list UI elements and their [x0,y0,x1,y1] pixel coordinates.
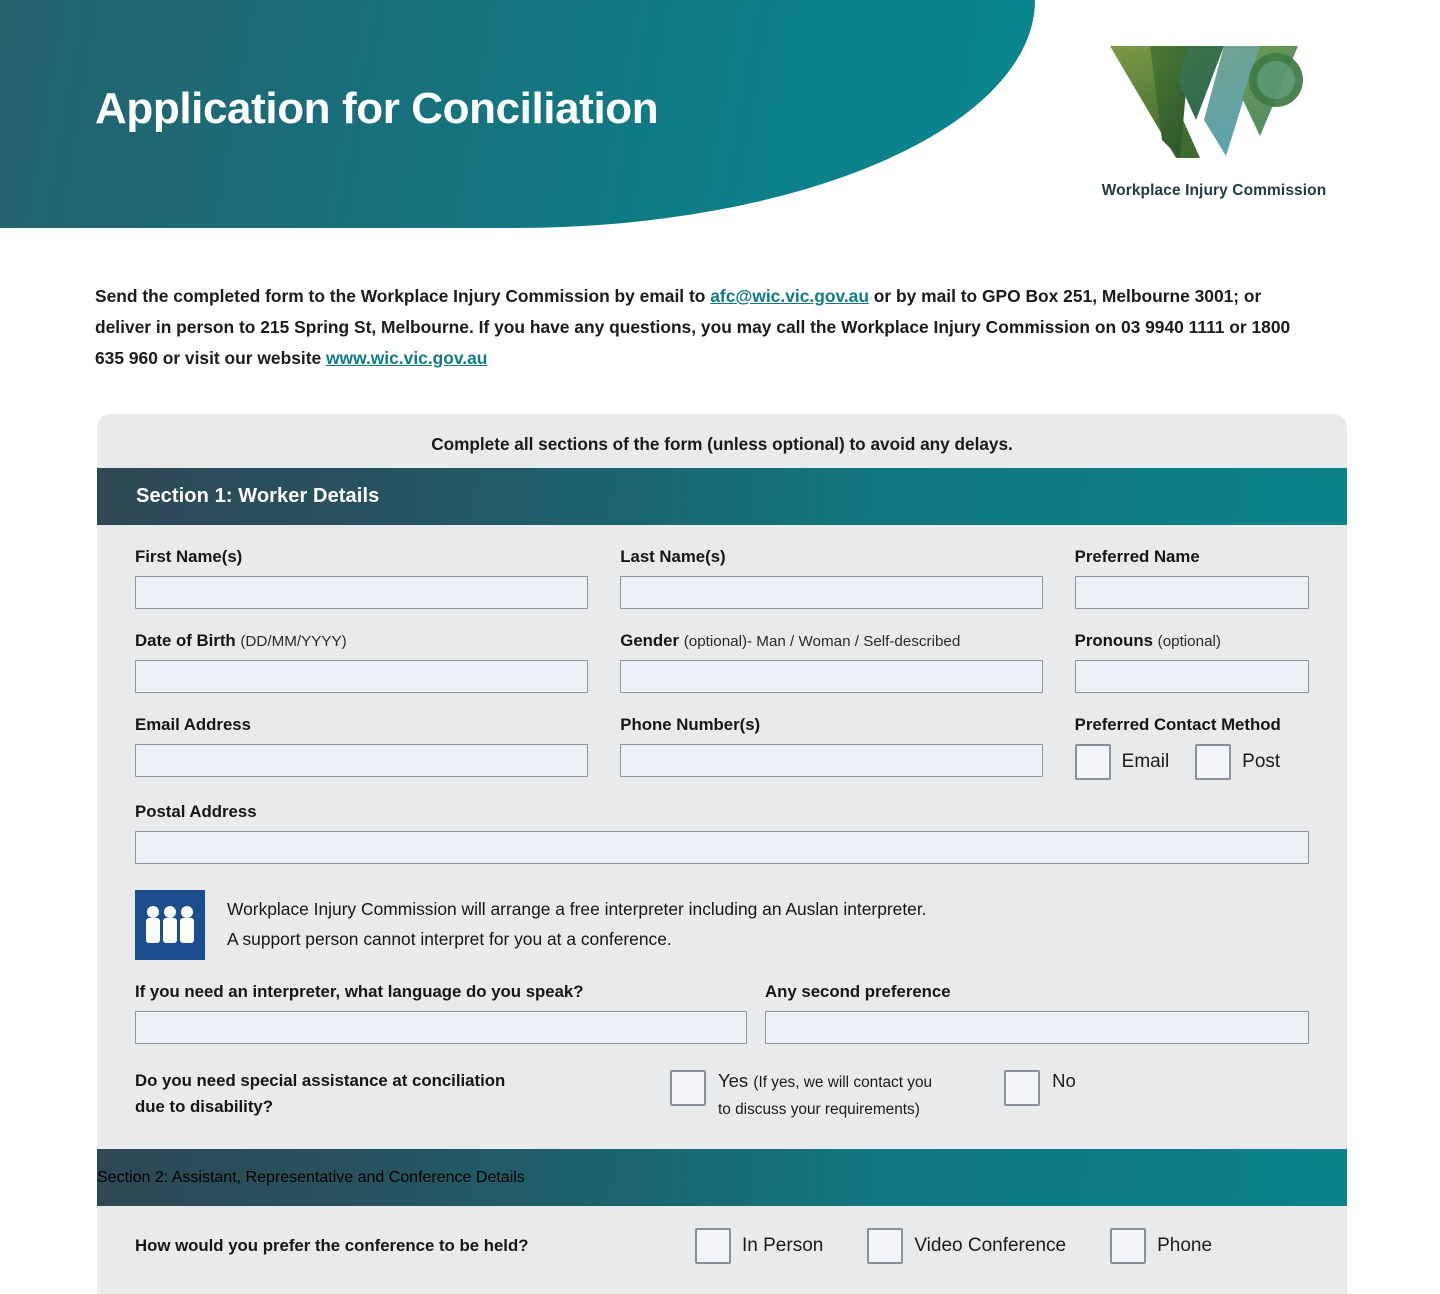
assistance-yes-note-line2: to discuss your requirements) [718,1101,920,1118]
interpreter-language-input[interactable] [135,1011,747,1044]
checkbox-phone[interactable] [1110,1228,1146,1264]
second-preference-group [765,982,1309,1044]
phone-group [620,715,1042,780]
first-name-input[interactable] [135,576,588,609]
dob-input[interactable] [135,660,588,693]
second-preference-label: Any second preference [765,982,951,1001]
gender-label-text: Gender [620,631,680,650]
three-people-icon [135,890,205,960]
preferred-name-input[interactable] [1075,576,1309,609]
assistance-yes-text [718,1068,932,1122]
section-1-body [97,547,1347,1122]
email-label: Email Address [135,715,251,734]
first-name-label: First Name(s) [135,547,243,566]
intro-paragraph [95,281,1315,374]
conference-option-in-person[interactable] [695,1228,823,1264]
special-assistance-question [135,1068,670,1120]
second-preference-input[interactable] [765,1011,1309,1044]
checkbox-assistance-yes[interactable] [670,1070,706,1106]
first-name-group [135,547,588,609]
checkbox-post-label: Post [1242,751,1281,772]
pronouns-label-text: Pronouns [1074,631,1153,650]
conference-preference-options [695,1228,1256,1264]
section-1-header [97,468,1347,525]
preferred-contact-label: Preferred Contact Method [1074,715,1281,734]
special-assistance-row [135,1068,1309,1122]
assistance-yes-label: Yes [718,1070,749,1091]
form-panel [97,414,1347,1294]
interpreter-notice-line1: Workplace Injury Commission will arrange a free interpreter including an Auslan interpreter. [227,899,927,919]
last-name-label: Last Name(s) [620,547,726,566]
preferred-name-group [1075,547,1309,609]
conference-option-phone[interactable] [1110,1228,1212,1264]
email-link[interactable]: afc@wic.vic.gov.au [710,286,869,306]
dob-label-text: Date of Birth [135,631,236,650]
preferred-contact-group [1075,715,1309,780]
gender-hint: (optional)- Man / Woman / Self-described [683,633,961,650]
special-assistance-question-line1: Do you need special assistance at conciliation [135,1071,506,1090]
interpreter-notice-text [227,890,927,954]
preferred-contact-options [1075,744,1309,780]
website-link[interactable]: www.wic.vic.gov.au [326,348,488,368]
postal-address-label: Postal Address [135,802,257,821]
email-group [135,715,588,780]
contact-option-post[interactable] [1195,744,1280,780]
dob-group [135,631,588,693]
gender-input[interactable] [620,660,1042,693]
intro-text-part2: or by mail to GPO Box 251, Melbourne 3001; or deliver in person to 215 Spring St, Melbourne. If you have any questions, you may call the Workplace Injury Commission on 03 9940 1111 or 1800 635 960 or visit our website [95,286,1291,368]
pronouns-input[interactable] [1075,660,1309,693]
checkbox-video-conference-label: Video Conference [914,1235,1067,1256]
interpreter-notice-line2: A support person cannot interpret for you at a conference. [227,929,672,949]
assistance-no-label: No [1052,1070,1076,1091]
page-header-banner [0,0,1035,228]
assistance-yes-note-line1: (If yes, we will contact you [753,1074,933,1091]
wic-w-logo-icon [1080,28,1348,178]
gender-label [620,631,1042,651]
phone-input[interactable] [620,744,1042,777]
checkbox-post[interactable] [1195,744,1231,780]
form-instruction-note: Complete all sections of the form (unless optional) to avoid any delays. [431,434,1013,454]
dob-hint: (DD/MM/YYYY) [240,633,347,650]
special-assistance-yes[interactable] [670,1068,932,1122]
checkbox-in-person[interactable] [695,1228,731,1264]
checkbox-video-conference[interactable] [867,1228,903,1264]
dob-label [135,631,588,651]
section-1-title: Section 1: Worker Details [136,485,380,507]
interpreter-language-label: If you need an interpreter, what language do you speak? [135,982,584,1001]
conference-preference-question: How would you prefer the conference to be held? [135,1236,529,1255]
interpreter-language-group [135,982,747,1044]
checkbox-phone-label: Phone [1157,1235,1213,1256]
pronouns-group [1075,631,1309,693]
special-assistance-no[interactable] [1004,1068,1076,1106]
checkbox-assistance-no[interactable] [1004,1070,1040,1106]
section-2-header [97,1149,1347,1206]
intro-text-part1: Send the completed form to the Workplace Injury Commission by email to [95,286,711,306]
three-people-glyph [135,890,205,960]
page-title: Application for Conciliation [95,84,659,133]
conference-option-video[interactable] [867,1228,1066,1264]
logo-wordmark: Workplace Injury Commission [1101,182,1327,199]
last-name-group [620,547,1042,609]
gender-group [620,631,1042,693]
postal-address-input[interactable] [135,831,1309,864]
name-row [135,547,1309,609]
conference-preference-row [97,1228,1347,1264]
postal-address-row [135,802,1309,864]
checkbox-email-label: Email [1121,751,1170,772]
interpreter-language-row [135,982,1309,1044]
preferred-name-label: Preferred Name [1074,547,1200,566]
section-2-title: Section 2: Assistant, Representative and Conference Details [97,1168,525,1186]
contact-option-email[interactable] [1075,744,1170,780]
organisation-logo [1080,28,1348,200]
postal-address-group [135,802,1309,864]
email-input[interactable] [135,744,588,777]
pronouns-label [1075,631,1309,651]
checkbox-in-person-label: In Person [742,1235,824,1256]
contact-row [135,715,1309,780]
special-assistance-question-line2: due to disability? [135,1097,273,1116]
last-name-input[interactable] [620,576,1042,609]
interpreter-notice [135,890,1309,960]
checkbox-email[interactable] [1075,744,1111,780]
phone-label: Phone Number(s) [620,715,761,734]
demographics-row [135,631,1309,693]
pronouns-hint: (optional) [1157,633,1221,650]
